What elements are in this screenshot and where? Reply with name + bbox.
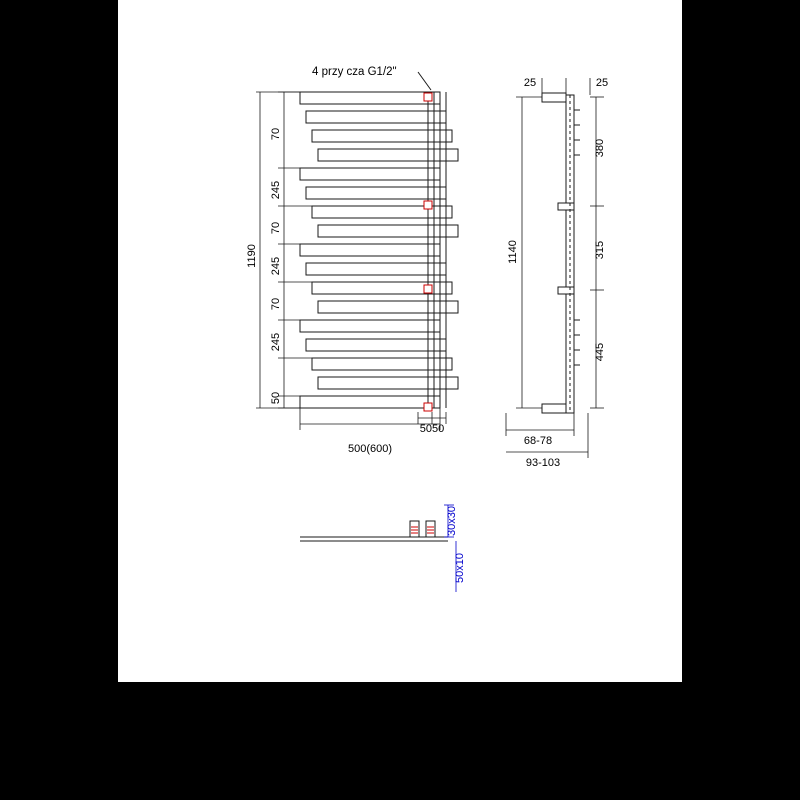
dim-side-top-bracket: 25 (523, 77, 537, 89)
dim-chain-245-b: 245 (270, 256, 282, 276)
dim-overall-width: 500(600) (347, 443, 393, 455)
side-view (542, 93, 580, 413)
dim-chain-245-c: 245 (270, 332, 282, 352)
front-view (300, 72, 458, 411)
dim-side-380: 380 (594, 138, 606, 158)
dim-chain-70-a: 70 (270, 127, 282, 141)
dim-depth-b: 93-103 (525, 457, 561, 469)
dim-chain-245-a: 245 (270, 180, 282, 200)
dim-depth-a: 68-78 (523, 435, 553, 447)
technical-drawing-svg (118, 0, 682, 682)
dim-bracket-30x30: 30x30 (446, 506, 458, 536)
dim-overall-height: 1190 (246, 244, 258, 268)
bracket-detail (300, 505, 456, 592)
dim-side-top-right: 25 (595, 77, 609, 89)
drawing-sheet (118, 0, 682, 682)
dim-side-overall-height: 1140 (507, 240, 519, 264)
dim-side-315: 315 (594, 240, 606, 260)
dim-bracket-50x10: 50x10 (454, 553, 466, 583)
dim-side-445: 445 (594, 342, 606, 362)
connection-note: 4 przy cza G1/2" (312, 66, 397, 78)
side-dimensions (506, 78, 604, 458)
dim-chain-50: 50 (270, 391, 282, 405)
dim-chain-70-c: 70 (270, 297, 282, 311)
dim-bottom-pair: 5050 (419, 423, 445, 435)
dim-chain-70-b: 70 (270, 221, 282, 235)
